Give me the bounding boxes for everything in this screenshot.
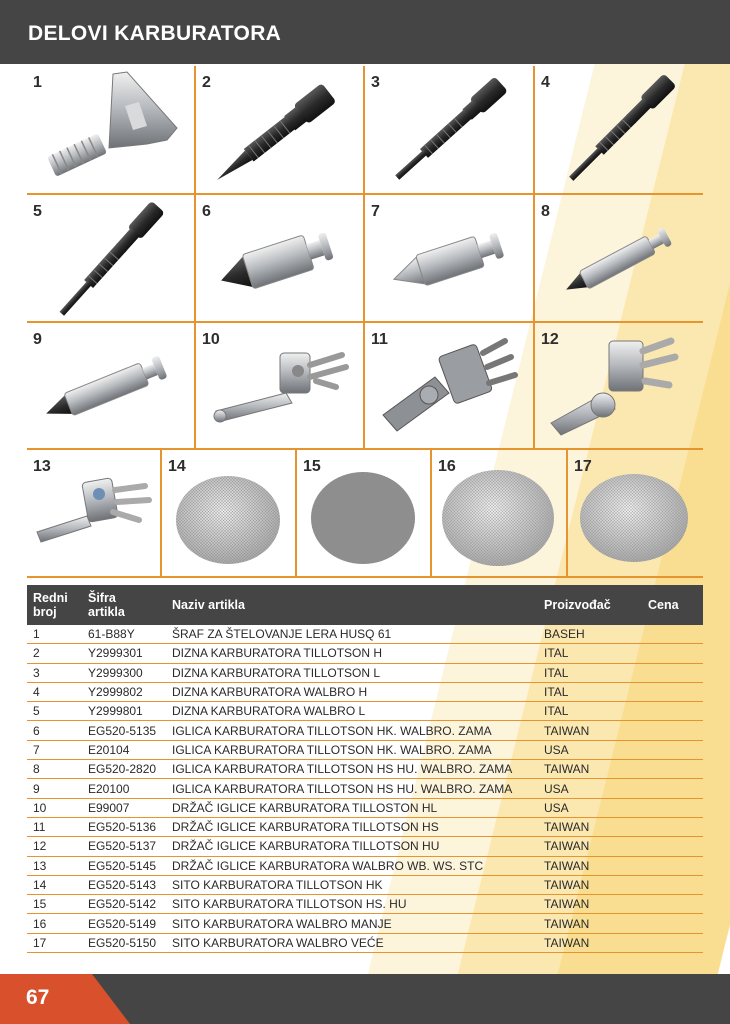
cell-redni-broj: 9 <box>27 779 82 798</box>
product-cell <box>196 323 363 448</box>
cell-proizvodjac: USA <box>538 798 642 817</box>
grid-divider <box>160 450 162 576</box>
cell-cena <box>642 740 703 759</box>
cell-naziv: DRŽAČ IGLICE KARBURATORA TILLOSTON HL <box>166 798 538 817</box>
grid-divider <box>27 193 703 195</box>
header-sifra-artikla: Šifra artikla <box>82 585 166 625</box>
grid-divider <box>533 66 535 448</box>
product-cell <box>162 450 295 576</box>
table-row <box>27 760 703 779</box>
product-cell <box>535 195 703 321</box>
lever-icon <box>196 323 363 448</box>
product-cell <box>27 195 194 321</box>
grid-divider <box>430 450 432 576</box>
cell-naziv: IGLICA KARBURATORA TILLOTSON HK. WALBRO. ZAMA <box>166 721 538 740</box>
cell-naziv: SITO KARBURATORA WALBRO VEĆE <box>166 933 538 952</box>
header-proizvodjac: Proizvođač <box>538 585 642 625</box>
cell-cena <box>642 817 703 836</box>
item-number: 13 <box>33 458 51 475</box>
jet-needle-icon <box>27 195 194 321</box>
item-number: 12 <box>541 331 559 348</box>
jet-needle-icon <box>196 66 363 193</box>
table-header-row <box>27 585 703 625</box>
cell-sifra: EG520-5136 <box>82 817 166 836</box>
inlet-needle-icon <box>27 323 194 448</box>
item-number: 1 <box>33 74 42 91</box>
table-row <box>27 837 703 856</box>
cell-naziv: IGLICA KARBURATORA TILLOTSON HS HU. WALBRO. ZAMA <box>166 779 538 798</box>
page-number: 67 <box>26 986 50 1009</box>
item-number: 9 <box>33 331 42 348</box>
cell-cena <box>642 914 703 933</box>
table-row <box>27 817 703 836</box>
item-number: 16 <box>438 458 456 475</box>
grid-divider <box>27 448 703 450</box>
cell-proizvodjac: ITAL <box>538 702 642 721</box>
cell-naziv: IGLICA KARBURATORA TILLOTSON HK. WALBRO. ZAMA <box>166 740 538 759</box>
item-number: 11 <box>371 331 388 348</box>
cell-naziv: DRŽAČ IGLICE KARBURATORA WALBRO WB. WS. STC <box>166 856 538 875</box>
cell-proizvodjac: TAIWAN <box>538 837 642 856</box>
cell-naziv: DIZNA KARBURATORA WALBRO H <box>166 682 538 701</box>
jet-needle-icon <box>535 66 703 193</box>
cell-proizvodjac: TAIWAN <box>538 895 642 914</box>
product-cell <box>432 450 566 576</box>
table-row <box>27 721 703 740</box>
cell-cena <box>642 837 703 856</box>
cell-proizvodjac: TAIWAN <box>538 760 642 779</box>
cell-cena <box>642 760 703 779</box>
cell-proizvodjac: ITAL <box>538 644 642 663</box>
grid-divider <box>27 576 703 578</box>
cell-sifra: EG520-5142 <box>82 895 166 914</box>
cell-naziv: SITO KARBURATORA TILLOTSON HS. HU <box>166 895 538 914</box>
cell-redni-broj: 5 <box>27 702 82 721</box>
cell-naziv: ŠRAF ZA ŠTELOVANJE LERA HUSQ 61 <box>166 625 538 644</box>
product-cell <box>297 450 430 576</box>
cell-cena <box>642 779 703 798</box>
cell-proizvodjac: ITAL <box>538 663 642 682</box>
table-row <box>27 895 703 914</box>
cell-redni-broj: 6 <box>27 721 82 740</box>
cell-cena <box>642 721 703 740</box>
cell-proizvodjac: TAIWAN <box>538 817 642 836</box>
cell-cena <box>642 682 703 701</box>
cell-sifra: 61-B88Y <box>82 625 166 644</box>
cell-cena <box>642 856 703 875</box>
product-cell <box>196 66 363 193</box>
cell-sifra: EG520-2820 <box>82 760 166 779</box>
product-cell <box>27 323 194 448</box>
item-number: 5 <box>33 203 42 220</box>
cell-redni-broj: 2 <box>27 644 82 663</box>
header-naziv-artikla: Naziv artikla <box>166 585 538 625</box>
cell-proizvodjac: USA <box>538 740 642 759</box>
grid-divider <box>194 66 196 448</box>
cell-proizvodjac: TAIWAN <box>538 721 642 740</box>
product-cell <box>535 66 703 193</box>
cell-naziv: DIZNA KARBURATORA TILLOTSON L <box>166 663 538 682</box>
cell-redni-broj: 8 <box>27 760 82 779</box>
cell-cena <box>642 895 703 914</box>
table-row <box>27 875 703 894</box>
cell-naziv: SITO KARBURATORA WALBRO MANJE <box>166 914 538 933</box>
item-number: 4 <box>541 74 550 91</box>
cell-redni-broj: 3 <box>27 663 82 682</box>
cell-redni-broj: 7 <box>27 740 82 759</box>
table-row <box>27 702 703 721</box>
item-number: 6 <box>202 203 211 220</box>
table-row <box>27 933 703 952</box>
product-cell <box>568 450 703 576</box>
cell-redni-broj: 15 <box>27 895 82 914</box>
cell-sifra: E99007 <box>82 798 166 817</box>
cell-sifra: Y2999802 <box>82 682 166 701</box>
grid-divider <box>27 321 703 323</box>
cell-redni-broj: 11 <box>27 817 82 836</box>
parts-table <box>27 585 703 953</box>
cell-naziv: DRŽAČ IGLICE KARBURATORA TILLOTSON HS <box>166 817 538 836</box>
cell-redni-broj: 12 <box>27 837 82 856</box>
cell-proizvodjac: BASEH <box>538 625 642 644</box>
cell-cena <box>642 644 703 663</box>
cell-naziv: DIZNA KARBURATORA TILLOTSON H <box>166 644 538 663</box>
cell-sifra: EG520-5149 <box>82 914 166 933</box>
cell-sifra: EG520-5143 <box>82 875 166 894</box>
cell-sifra: Y2999300 <box>82 663 166 682</box>
cell-sifra: E20104 <box>82 740 166 759</box>
cell-redni-broj: 13 <box>27 856 82 875</box>
cell-cena <box>642 625 703 644</box>
product-cell <box>196 195 363 321</box>
table-row <box>27 740 703 759</box>
lever-icon <box>365 323 533 448</box>
cell-cena <box>642 798 703 817</box>
header-redni-broj: Redni broj <box>27 585 82 625</box>
table-row <box>27 644 703 663</box>
cell-sifra: Y2999301 <box>82 644 166 663</box>
inlet-needle-icon <box>365 195 533 321</box>
cell-redni-broj: 10 <box>27 798 82 817</box>
product-cell <box>365 195 533 321</box>
cell-proizvodjac: TAIWAN <box>538 856 642 875</box>
cell-proizvodjac: ITAL <box>538 682 642 701</box>
cell-cena <box>642 663 703 682</box>
page-title: DELOVI KARBURATORA <box>28 22 282 45</box>
product-cell <box>365 323 533 448</box>
item-number: 8 <box>541 203 550 220</box>
page-footer <box>0 974 730 1024</box>
item-number: 3 <box>371 74 380 91</box>
table-row <box>27 625 703 644</box>
product-cell <box>365 66 533 193</box>
table-row <box>27 682 703 701</box>
table-row <box>27 856 703 875</box>
item-number: 14 <box>168 458 186 475</box>
cell-redni-broj: 16 <box>27 914 82 933</box>
inlet-needle-icon <box>535 195 703 321</box>
item-number: 17 <box>574 458 592 475</box>
grid-divider <box>363 66 365 448</box>
table-row <box>27 779 703 798</box>
cell-naziv: DRŽAČ IGLICE KARBURATORA TILLOTSON HU <box>166 837 538 856</box>
cell-naziv: IGLICA KARBURATORA TILLOTSON HS HU. WALBRO. ZAMA <box>166 760 538 779</box>
grid-divider <box>566 450 568 576</box>
grid-divider <box>295 450 297 576</box>
page-number-tab <box>0 974 130 1024</box>
cell-proizvodjac: TAIWAN <box>538 875 642 894</box>
cell-proizvodjac: TAIWAN <box>538 933 642 952</box>
cell-sifra: EG520-5150 <box>82 933 166 952</box>
cell-redni-broj: 17 <box>27 933 82 952</box>
table-row <box>27 663 703 682</box>
cell-sifra: E20100 <box>82 779 166 798</box>
cell-naziv: SITO KARBURATORA TILLOTSON HK <box>166 875 538 894</box>
product-cell <box>535 323 703 448</box>
cell-sifra: EG520-5137 <box>82 837 166 856</box>
cell-redni-broj: 14 <box>27 875 82 894</box>
cell-naziv: DIZNA KARBURATORA WALBRO L <box>166 702 538 721</box>
item-number: 7 <box>371 203 380 220</box>
cell-sifra: EG520-5135 <box>82 721 166 740</box>
table-row <box>27 914 703 933</box>
item-number: 10 <box>202 331 220 348</box>
cell-sifra: EG520-5145 <box>82 856 166 875</box>
cell-proizvodjac: USA <box>538 779 642 798</box>
product-cell <box>27 66 194 193</box>
header-cena: Cena <box>642 585 703 625</box>
table-row <box>27 798 703 817</box>
inlet-needle-icon <box>196 195 363 321</box>
cell-cena <box>642 875 703 894</box>
page-header <box>0 0 730 64</box>
cell-cena <box>642 933 703 952</box>
cell-proizvodjac: TAIWAN <box>538 914 642 933</box>
jet-needle-icon <box>365 66 533 193</box>
item-number: 15 <box>303 458 321 475</box>
product-cell <box>27 450 160 576</box>
cell-redni-broj: 4 <box>27 682 82 701</box>
lever-icon <box>535 323 703 448</box>
cell-sifra: Y2999801 <box>82 702 166 721</box>
screw-icon <box>27 66 194 193</box>
cell-cena <box>642 702 703 721</box>
cell-redni-broj: 1 <box>27 625 82 644</box>
item-number: 2 <box>202 74 211 91</box>
